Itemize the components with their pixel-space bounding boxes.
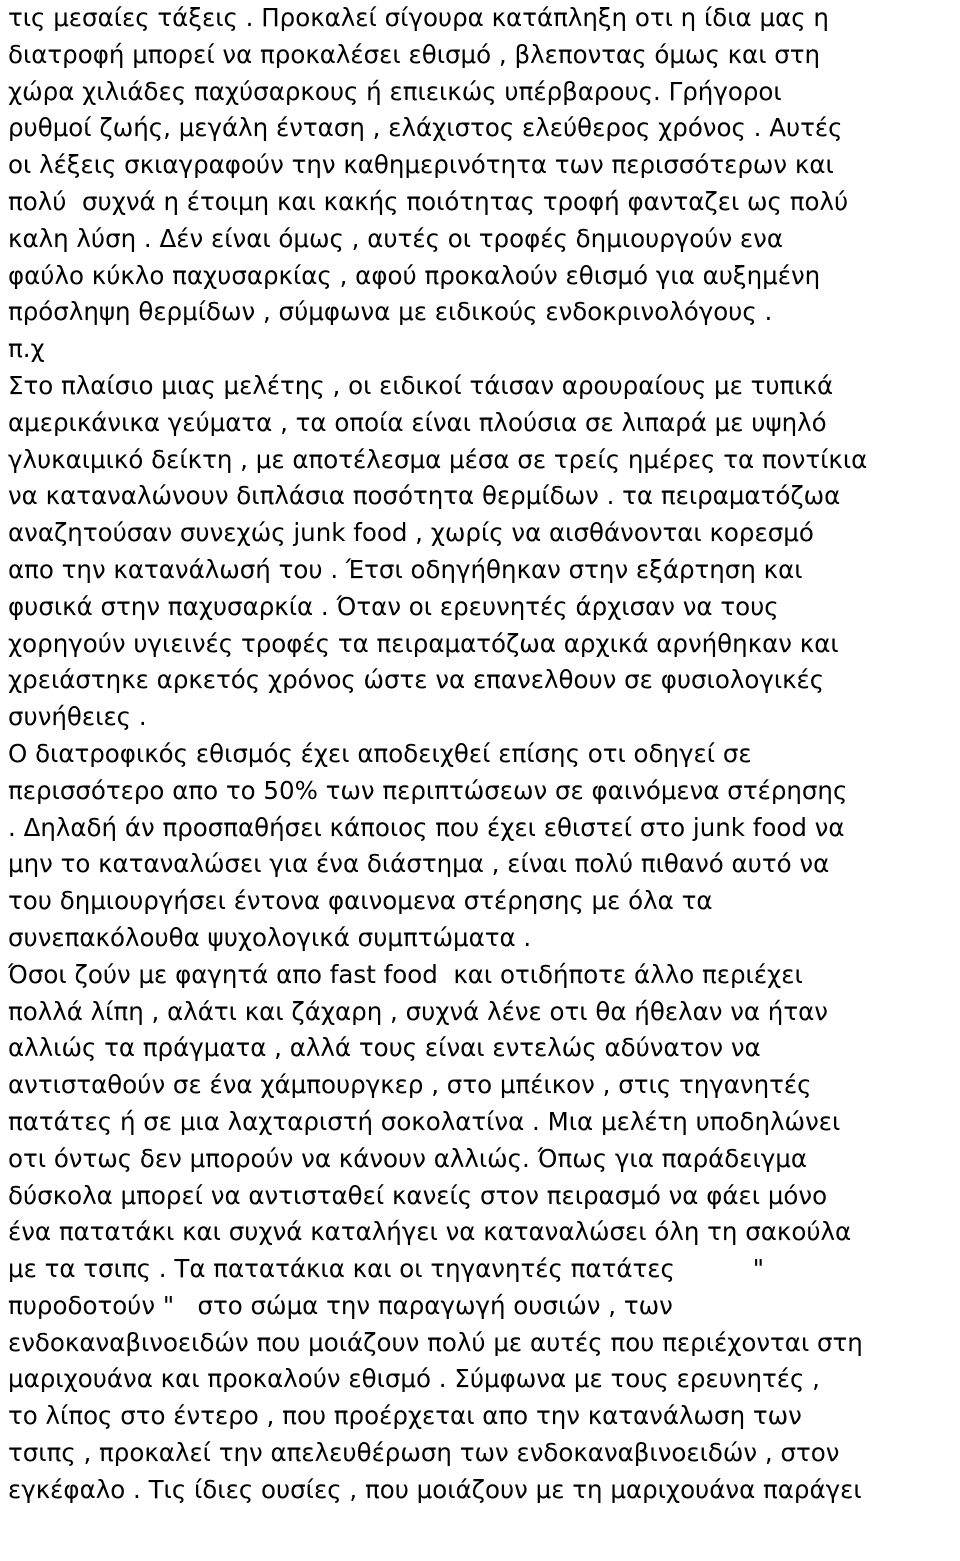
text-line: εγκέφαλο . Τις ίδιες ουσίες , που μοιάζουν με τη μαριχουάνα παράγει bbox=[8, 1474, 862, 1504]
text-line: πολύ συχνά η έτοιμη και κακής ποιότητας τροφή φανταζει ως πολύ bbox=[8, 186, 849, 216]
text-line: συνήθειες . bbox=[8, 702, 147, 732]
text-line: αναζητούσαν συνεχώς junk food , χωρίς να αισθάνονται κορεσμό bbox=[8, 518, 814, 548]
text-line: ρυθμοί ζωής, μεγάλη ένταση , ελάχιστος ελεύθερος χρόνος . Αυτές bbox=[8, 113, 843, 143]
text-line: χορηγούν υγιεινές τροφές τα πειραματόζωα αρχικά αρνήθηκαν και bbox=[8, 628, 839, 658]
text-line: το λίπος στο έντερο , που προέρχεται απο την κατανάλωση των bbox=[8, 1401, 802, 1431]
text-line: καλη λύση . Δέν είναι όμως , αυτές οι τροφές δημιουργούν ενα bbox=[8, 223, 784, 253]
text-line: ενδοκαναβινοειδών που μοιάζουν πολύ με αυτές που περιέχονται στη bbox=[8, 1327, 863, 1357]
text-line: αντισταθούν σε ένα χάμπουργκερ , στο μπέικον , στις τηγανητές bbox=[8, 1070, 812, 1100]
text-line: να καταναλώνουν διπλάσια ποσότητα θερμίδων . τα πειραματόζωα bbox=[8, 481, 841, 511]
text-line: οι λέξεις σκιαγραφούν την καθημερινότητα των περισσότερων και bbox=[8, 150, 834, 180]
text-line: Όσοι ζούν με φαγητά απο fast food και οτιδήποτε άλλο περιέχει bbox=[8, 959, 803, 989]
document-body-text bbox=[8, 0, 960, 1509]
text-line: συνεπακόλουθα ψυχολογικά συμπτώματα . bbox=[8, 922, 532, 952]
text-line: μαριχουάνα και προκαλούν εθισμό . Σύμφωνα με τους ερευνητές , bbox=[8, 1364, 820, 1394]
text-line: πολλά λίπη , αλάτι και ζάχαρη , συχνά λένε οτι θα ήθελαν να ήταν bbox=[8, 996, 828, 1026]
text-line: χρειάστηκε αρκετός χρόνος ώστε να επανελθουν σε φυσιολογικές bbox=[8, 665, 825, 695]
text-line: με τα τσιπς . Τα πατατάκια και οι τηγανητές πατάτες " bbox=[8, 1254, 764, 1284]
text-line: πατάτες ή σε μια λαχταριστή σοκολατίνα . Μια μελέτη υποδηλώνει bbox=[8, 1106, 841, 1136]
text-line: πυροδοτούν " στο σώμα την παραγωγή ουσιών , των bbox=[8, 1290, 673, 1320]
text-line: διατροφή μπορεί να προκαλέσει εθισμό , βλεποντας όμως και στη bbox=[8, 39, 821, 69]
text-line: χώρα χιλιάδες παχύσαρκους ή επιεικώς υπέρβαρους. Γρήγοροι bbox=[8, 76, 782, 106]
text-line: αλλιώς τα πράγματα , αλλά τους είναι εντελώς αδύνατον να bbox=[8, 1033, 761, 1063]
text-line: φαύλο κύκλο παχυσαρκίας , αφού προκαλούν εθισμό για αυξημένη bbox=[8, 260, 821, 290]
text-line: πρόσληψη θερμίδων , σύμφωνα με ειδικούς ενδοκρινολόγους . bbox=[8, 297, 773, 327]
text-line: οτι όντως δεν μπορούν να κάνουν αλλιώς. Όπως για παράδειγμα bbox=[8, 1143, 808, 1173]
text-line: π.χ bbox=[8, 334, 45, 364]
text-line: Ο διατροφικός εθισμός έχει αποδειχθεί επίσης οτι οδηγεί σε bbox=[8, 738, 752, 768]
text-line: του δημιουργήσει έντονα φαινομενα στέρησης με όλα τα bbox=[8, 886, 713, 916]
text-line: ένα πατατάκι και συχνά καταλήγει να καταναλώσει όλη τη σακούλα bbox=[8, 1217, 852, 1247]
text-line: τσιπς , προκαλεί την απελευθέρωση των ενδοκαναβινοειδών , στον bbox=[8, 1438, 840, 1468]
text-line: γλυκαιμικό δείκτη , με αποτέλεσμα μέσα σε τρείς ημέρες τα ποντίκια bbox=[8, 444, 868, 474]
text-line: φυσικά στην παχυσαρκία . Όταν οι ερευνητές άρχισαν να τους bbox=[8, 591, 779, 621]
text-line: αμερικάνικα γεύματα , τα οποία είναι πλούσια σε λιπαρά με υψηλό bbox=[8, 407, 827, 437]
text-line: τις μεσαίες τάξεις . Προκαλεί σίγουρα κατάπληξη οτι η ίδια μας η bbox=[8, 3, 829, 32]
text-line: . Δηλαδή άν προσπαθήσει κάποιος που έχει εθιστεί στο junk food να bbox=[8, 812, 845, 842]
text-line: Στο πλαίσιο μιας μελέτης , οι ειδικοί τάισαν αρουραίους με τυπικά bbox=[8, 370, 834, 400]
text-line: μην το καταναλώσει για ένα διάστημα , είναι πολύ πιθανό αυτό να bbox=[8, 849, 830, 879]
text-line: δύσκολα μπορεί να αντισταθεί κανείς στον πειρασμό να φάει μόνο bbox=[8, 1180, 828, 1210]
text-line: απο την κατανάλωσή του . Έτσι οδηγήθηκαν στην εξάρτηση και bbox=[8, 554, 803, 584]
text-line: περισσότερο απο το 50% των περιπτώσεων σε φαινόμενα στέρησης bbox=[8, 775, 848, 805]
